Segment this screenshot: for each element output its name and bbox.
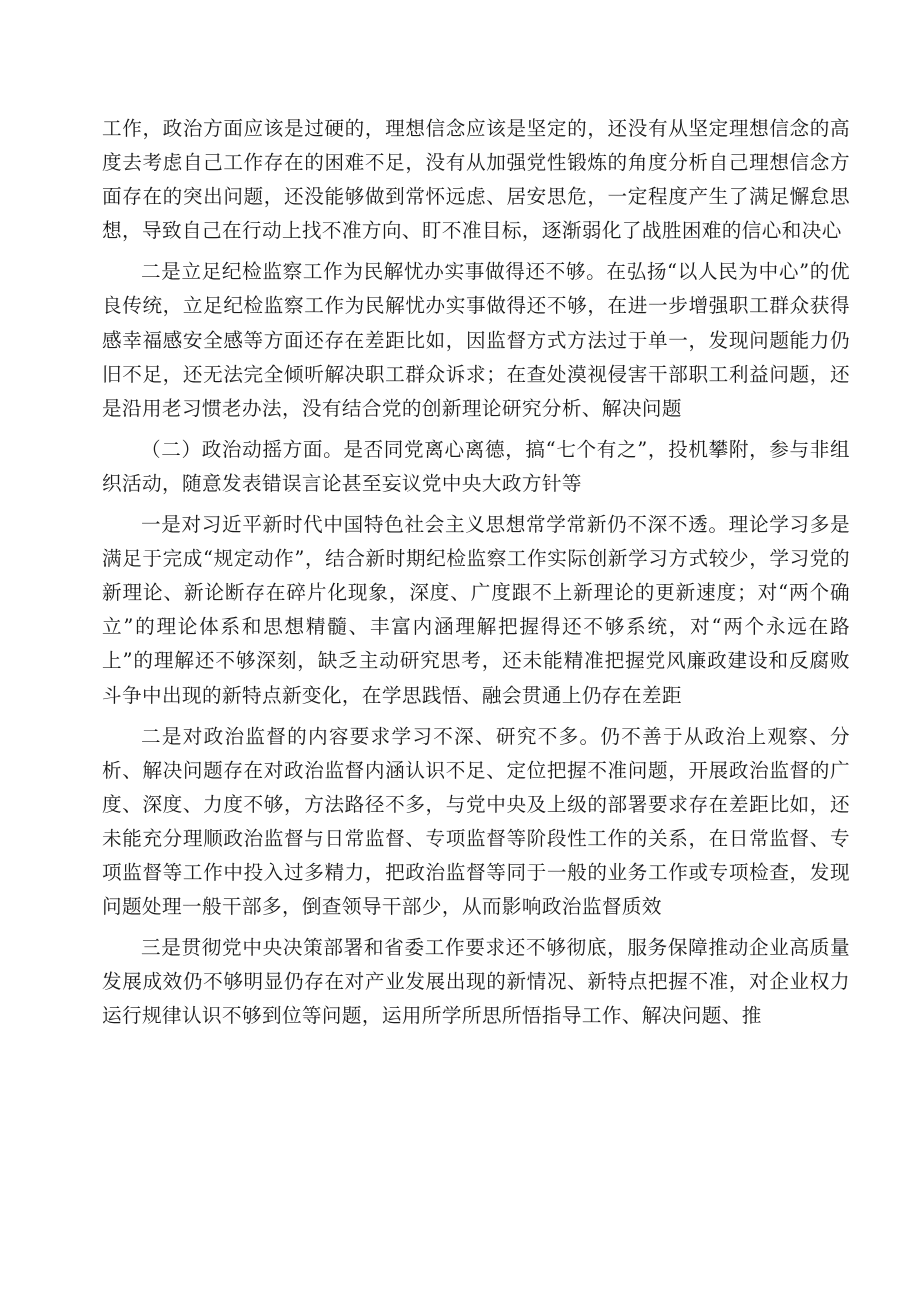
paragraph-theory-study: 一是对习近平新时代中国特色社会主义思想常学常新仍不深不透。理论学习多是满足于完成“规定动作”，结合新时期纪检监察工作实际创新学习方式较少，学习党的新理论、新论断存在碎片化现象，深度、广度跟不上新理论的更新速度；对“两个确立”的理论体系和思想精髓、丰富内涵理解把握得还不够系统，对“两个永远在路上”的理解还不够深刻，缺乏主动研究思考，还未能精准把握党风廉政建设和反腐败斗争中出现的新特点新变化，在学思践悟、融会贯通上仍存在差距 (102, 513, 850, 707)
paragraph-decision-implementation: 三是贯彻党中央决策部署和省委工作要求还不够彻底，服务保障推动企业高质量发展成效仍不够明显仍存在对产业发展出现的新情况、新特点把握不准，对企业权力运行规律认识不够到位等问题，运用所学所思所悟指导工作、解决问题、推 (102, 936, 850, 1028)
paragraph-political-supervision: 二是对政治监督的内容要求学习不深、研究不多。仍不善于从政治上观察、分析、解决问题存在对政治监督内涵认识不足、定位把握不准问题，开展政治监督的广度、深度、力度不够，方法路径不多，与党中央及上级的部署要求存在差距比如，还未能充分理顺政治监督与日常监督、专项监督等阶段性工作的关系，在日常监督、专项监督等工作中投入过多精力，把政治监督等同于一般的业务工作或专项检查，发现问题处理一般干部多，倒查领导干部少，从而影响政治监督质效 (102, 724, 850, 919)
paragraph-continuation: 工作，政治方面应该是过硬的，理想信念应该是坚定的，还没有从坚定理想信念的高度去考虑自己工作存在的困难不足，没有从加强党性锻炼的角度分析自己理想信念方面存在的突出问题，还没能够做到常怀远虑、居安思危，一定程度产生了满足懈怠思想，导致自己在行动上找不准方向、盯不准目标，逐渐弱化了战胜困难的信心和决心 (102, 117, 850, 243)
section-heading-political-wavering: （二）政治动摇方面。是否同党离心离德，搞“七个有之”，投机攀附，参与非组织活动，随意发表错误言论甚至妄议党中央大政方针等 (102, 437, 850, 495)
document-body (102, 112, 850, 1040)
paragraph-people-centered: 二是立足纪检监察工作为民解忧办实事做得还不够。在弘扬“以人民为中心”的优良传统，立足纪检监察工作为民解忧办实事做得还不够，在进一步增强职工群众获得感幸福感安全感等方面还存在差距比如，因监督方式方法过于单一，发现问题能力仍旧不足，还无法完全倾听解决职工群众诉求；在查处漠视侵害干部职工利益问题，还是沿用老习惯老办法，没有结合党的创新理论研究分析、解决问题 (102, 260, 850, 420)
